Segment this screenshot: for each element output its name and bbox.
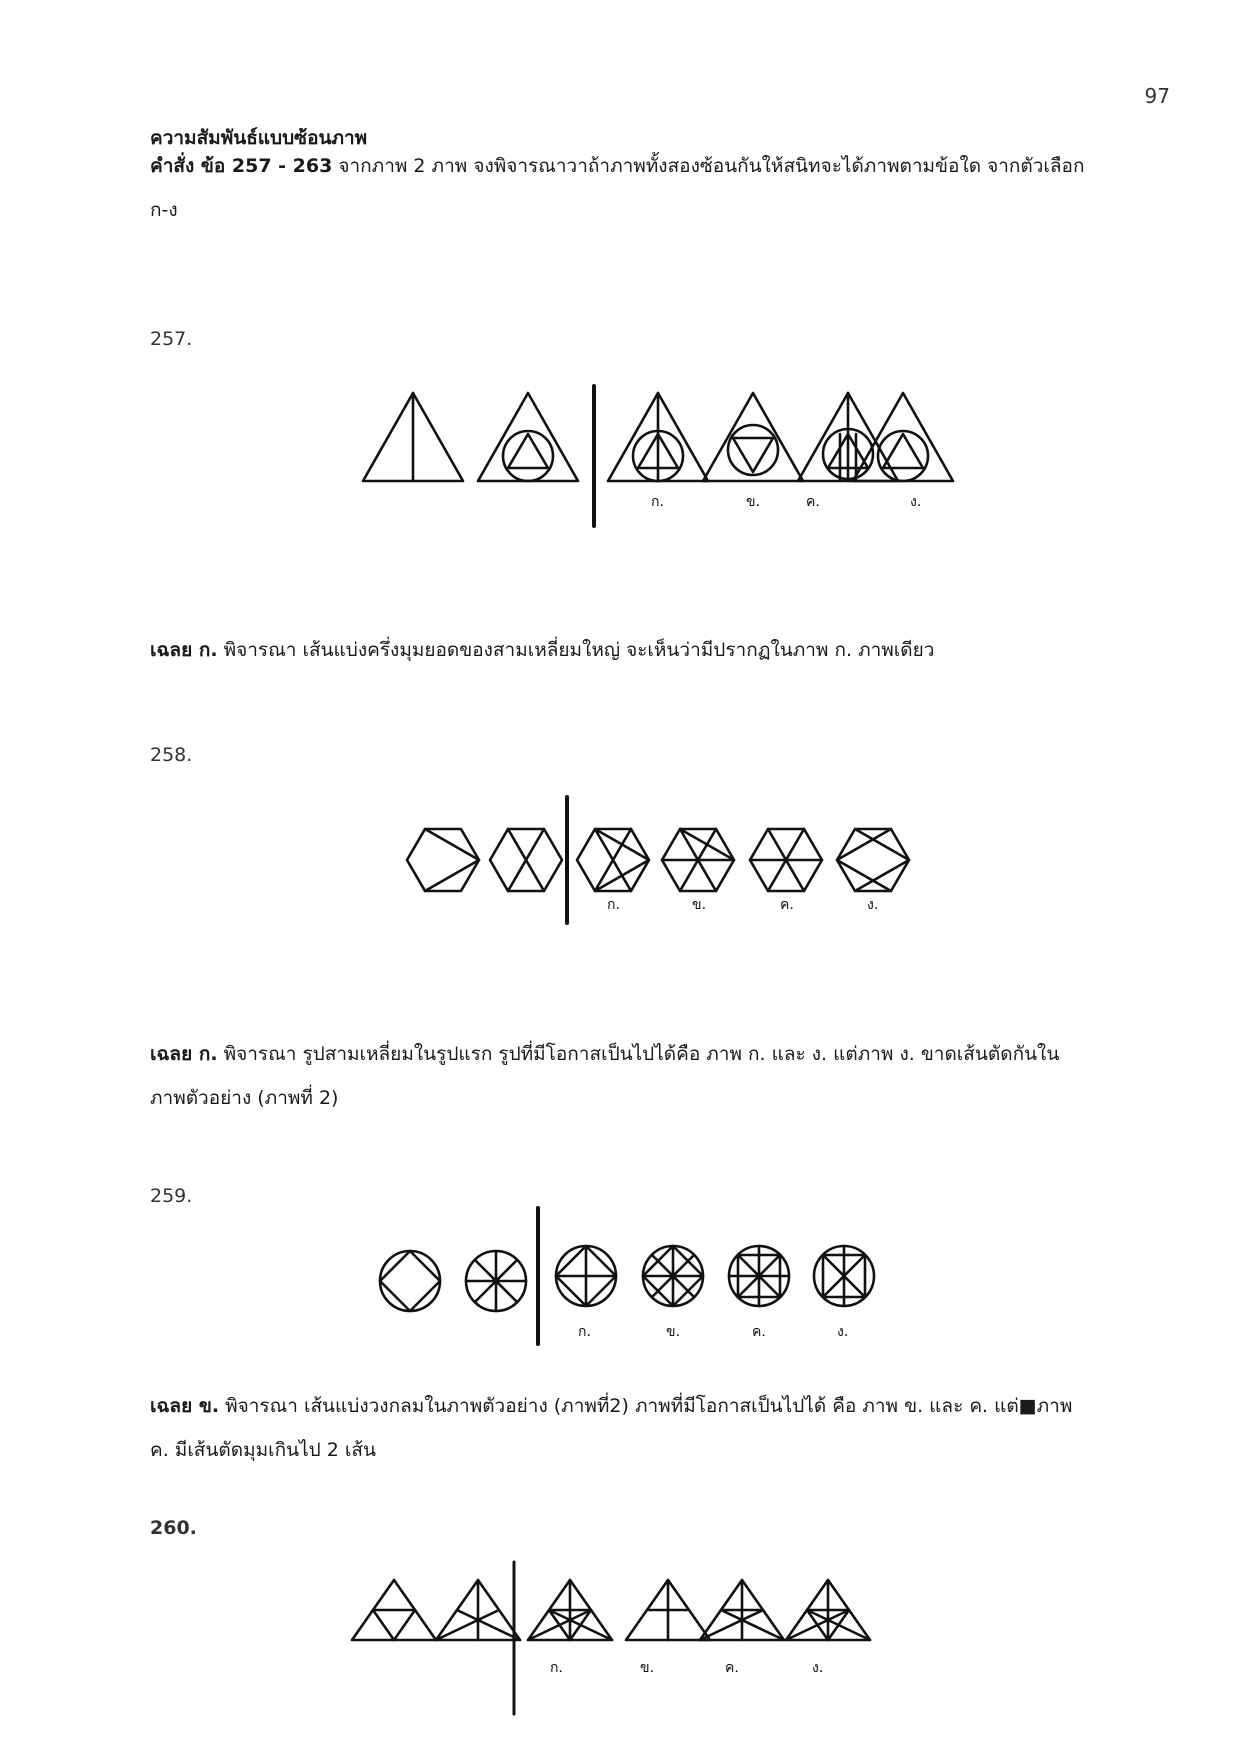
page-number: 97	[1144, 84, 1170, 108]
figure-258	[395, 795, 935, 925]
answer-259-text: พิจารณา เส้นแบ่งวงกลมในภาพตัวอย่าง (ภาพที่2) ภาพที่มีโอกาสเป็นไปได้ คือ ภาพ ข. และ ค. แต่■ภาพ	[219, 1395, 1073, 1417]
choice-c-figure	[750, 829, 822, 891]
choice-label-b: ข.	[666, 1324, 681, 1340]
choice-b-figure	[703, 393, 803, 481]
answer-258-line-1	[150, 1032, 1059, 1076]
answer-259-bold: เฉลย ข.	[150, 1395, 220, 1417]
question-number-260: 260.	[150, 1517, 197, 1539]
choice-label-d: ง.	[837, 1324, 849, 1340]
answer-257-text: พิจารณา เส้นแบ่งครึ่งมุมยอดของสามเหลี่ยมใหญ่ จะเห็นว่ามีปรากฏในภาพ ก. ภาพเดียว	[217, 639, 935, 661]
choice-d-figure	[837, 829, 909, 891]
question-number-258: 258.	[150, 744, 193, 766]
choice-label-a: ก.	[578, 1324, 591, 1340]
choice-label-d: ง.	[812, 1660, 824, 1676]
choice-label-c: ค.	[780, 897, 794, 913]
figure-260	[350, 1560, 910, 1720]
choice-label-b: ข.	[746, 494, 761, 510]
choice-d-figure	[814, 1246, 874, 1306]
example-hexagon-1	[407, 829, 479, 891]
choice-label-d: ง.	[867, 897, 879, 913]
choice-b-figure	[626, 1580, 710, 1640]
answer-257-bold: เฉลย ก.	[150, 639, 218, 661]
example-triangle-1	[363, 393, 463, 481]
example-triangle-1	[352, 1580, 436, 1640]
example-triangle-2	[478, 393, 578, 481]
choice-label-c: ค.	[806, 494, 820, 510]
example-circle-1	[380, 1251, 440, 1311]
question-number-259: 259.	[150, 1185, 193, 1207]
choice-label-a: ก.	[651, 494, 664, 510]
instruction-line-1	[150, 144, 1084, 188]
question-number-257: 257.	[150, 328, 193, 350]
answer-258-bold: เฉลย ก.	[150, 1043, 218, 1065]
choice-a-figure	[577, 829, 649, 891]
choice-d-figure	[786, 1580, 870, 1640]
section-title: ความสัมพันธ์แบบซ้อนภาพ	[150, 127, 368, 149]
answer-259-line-2: ค. มีเส้นตัดมุมเกินไป 2 เส้น	[150, 1439, 376, 1461]
choice-a-figure	[556, 1246, 616, 1306]
example-circle-2	[466, 1251, 526, 1311]
choice-a-figure	[608, 393, 708, 481]
choice-label-a: ก.	[607, 897, 620, 913]
figure-259	[372, 1206, 892, 1346]
choice-a-figure	[528, 1580, 612, 1640]
answer-258-text: พิจารณา รูปสามเหลี่ยมในรูปแรก รูปที่มีโอกาสเป็นไปได้คือ ภาพ ก. และ ง. แต่ภาพ ง. ขาดเส้นตัดกันใน	[217, 1043, 1060, 1065]
choice-label-b: ข.	[640, 1660, 655, 1676]
choice-b-figure	[643, 1246, 703, 1306]
choice-b-figure	[662, 829, 734, 891]
choice-label-d: ง.	[910, 494, 922, 510]
example-hexagon-2	[490, 829, 562, 891]
instruction-line-2: ก-ง	[150, 199, 178, 221]
choice-c-figure	[700, 1580, 784, 1640]
figure-257	[358, 378, 958, 530]
choice-label-c: ค.	[752, 1324, 766, 1340]
example-triangle-2	[436, 1580, 520, 1640]
choice-label-b: ข.	[692, 897, 707, 913]
choice-c-figure	[729, 1246, 789, 1306]
choice-label-a: ก.	[550, 1660, 563, 1676]
answer-257	[150, 628, 934, 672]
answer-258-line-2: ภาพตัวอย่าง (ภาพที่ 2)	[150, 1087, 339, 1109]
answer-259-line-1	[150, 1384, 1072, 1428]
instruction-bold: คำสั่ง ข้อ 257 - 263	[150, 155, 333, 177]
choice-label-c: ค.	[725, 1660, 739, 1676]
instruction-text: จากภาพ 2 ภาพ จงพิจารณาวาถ้าภาพทั้งสองซ้อนกันให้สนิทจะได้ภาพตามข้อใด จากตัวเลือก	[332, 155, 1085, 177]
